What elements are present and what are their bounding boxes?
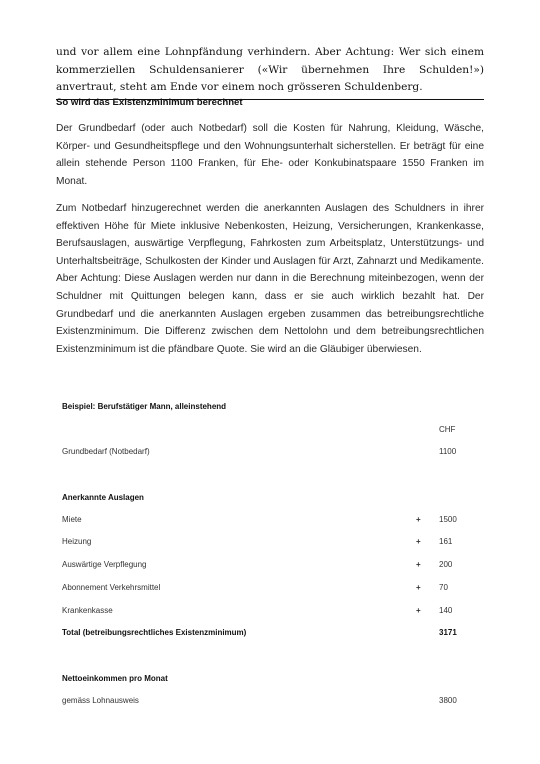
- row-value: 3800: [439, 696, 457, 705]
- body-paragraph-1: Der Grundbedarf (oder auch Notbedarf) soll die Kosten für Nahrung, Kleidung, Wäsche, Körper- und Gesundheitspflege und den Wohnungsunterhalt sicherstellen. Er beträgt für eine allein stehende Person 1100 Franken, für Ehe- oder Konkubinatspaare 1550 Franken im Monat.: [56, 123, 484, 187]
- table-row: [62, 583, 482, 595]
- row-label: Miete: [62, 515, 82, 524]
- table-row: [62, 696, 482, 708]
- currency-header-row: [62, 425, 482, 437]
- row-value: 1100: [439, 447, 457, 456]
- netto-title: Nettoeinkommen pro Monat: [62, 674, 168, 683]
- row-label: Grundbedarf (Notbedarf): [62, 447, 150, 456]
- plus-sign: +: [416, 515, 421, 524]
- row-value: 161: [439, 537, 453, 546]
- total-value: 3171: [439, 628, 457, 637]
- table-title-row: [62, 402, 482, 414]
- table-row: [62, 515, 482, 527]
- intro-paragraph-block: [56, 44, 484, 100]
- row-label: Abonnement Verkehrsmittel: [62, 583, 161, 592]
- plus-sign: +: [416, 606, 421, 615]
- row-value: 140: [439, 606, 453, 615]
- row-value: 200: [439, 560, 453, 569]
- section-title: So wird das Existenzminimum berechnet: [56, 97, 243, 108]
- plus-sign: +: [416, 560, 421, 569]
- row-label: Heizung: [62, 537, 92, 546]
- row-label: gemäss Lohnausweis: [62, 696, 139, 705]
- body-paragraph-2: Zum Notbedarf hinzugerechnet werden die anerkannten Auslagen des Schuldners in ihrer effektiven Höhe für Miete inklusive Nebenkosten, Heizung, Versicherungen, Krankenkasse, Berufsauslagen, auswärtige Verpflegung, Fahrkosten zum Arbeitsplatz, Unterstützungs- und Unterhaltsbeiträge, Schulkosten der Kinder und Auslagen für Arzt, Zahnarzt und Medikamente. Aber Achtung: Diese Auslagen werden nur dann in die Berechnung miteinbezogen, wenn der Schuldner mit Quittungen belegen kann, dass er sie auch wirklich bezahlt hat. Der Grundbedarf und die anerkannten Auslagen ergeben zusammen das betreibungsrechtliche Existenzminimum. Die Differenz zwischen dem Nettolohn und dem betreibungsrechtlichen Existenzminimum ist die pfändbare Quote. Sie wird an die Gläubiger überwiesen.: [56, 203, 484, 355]
- table-row: [62, 560, 482, 572]
- table-row: [62, 537, 482, 549]
- plus-sign: +: [416, 583, 421, 592]
- currency-header: CHF: [439, 425, 456, 434]
- auslagen-title: Anerkannte Auslagen: [62, 493, 144, 502]
- netto-title-row: [62, 674, 482, 686]
- total-row: [62, 628, 482, 640]
- total-label: Total (betreibungsrechtliches Existenzminimum): [62, 628, 247, 637]
- auslagen-title-row: [62, 493, 482, 505]
- table-row: [62, 606, 482, 618]
- row-value: 70: [439, 583, 448, 592]
- table-row: [62, 447, 482, 459]
- intro-paragraph: und vor allem eine Lohnpfändung verhindern. Aber Achtung: Wer sich einem kommerziellen Schuldensanierer («Wir übernehmen Ihre Schulden!») anvertraut, steht am Ende vor einem noch grösseren Schuldenberg.: [56, 46, 484, 93]
- plus-sign: +: [416, 537, 421, 546]
- table-title: Beispiel: Berufstätiger Mann, alleinstehend: [62, 402, 227, 411]
- row-label: Auswärtige Verpflegung: [62, 560, 147, 569]
- row-value: 1500: [439, 515, 457, 524]
- row-label: Krankenkasse: [62, 606, 113, 615]
